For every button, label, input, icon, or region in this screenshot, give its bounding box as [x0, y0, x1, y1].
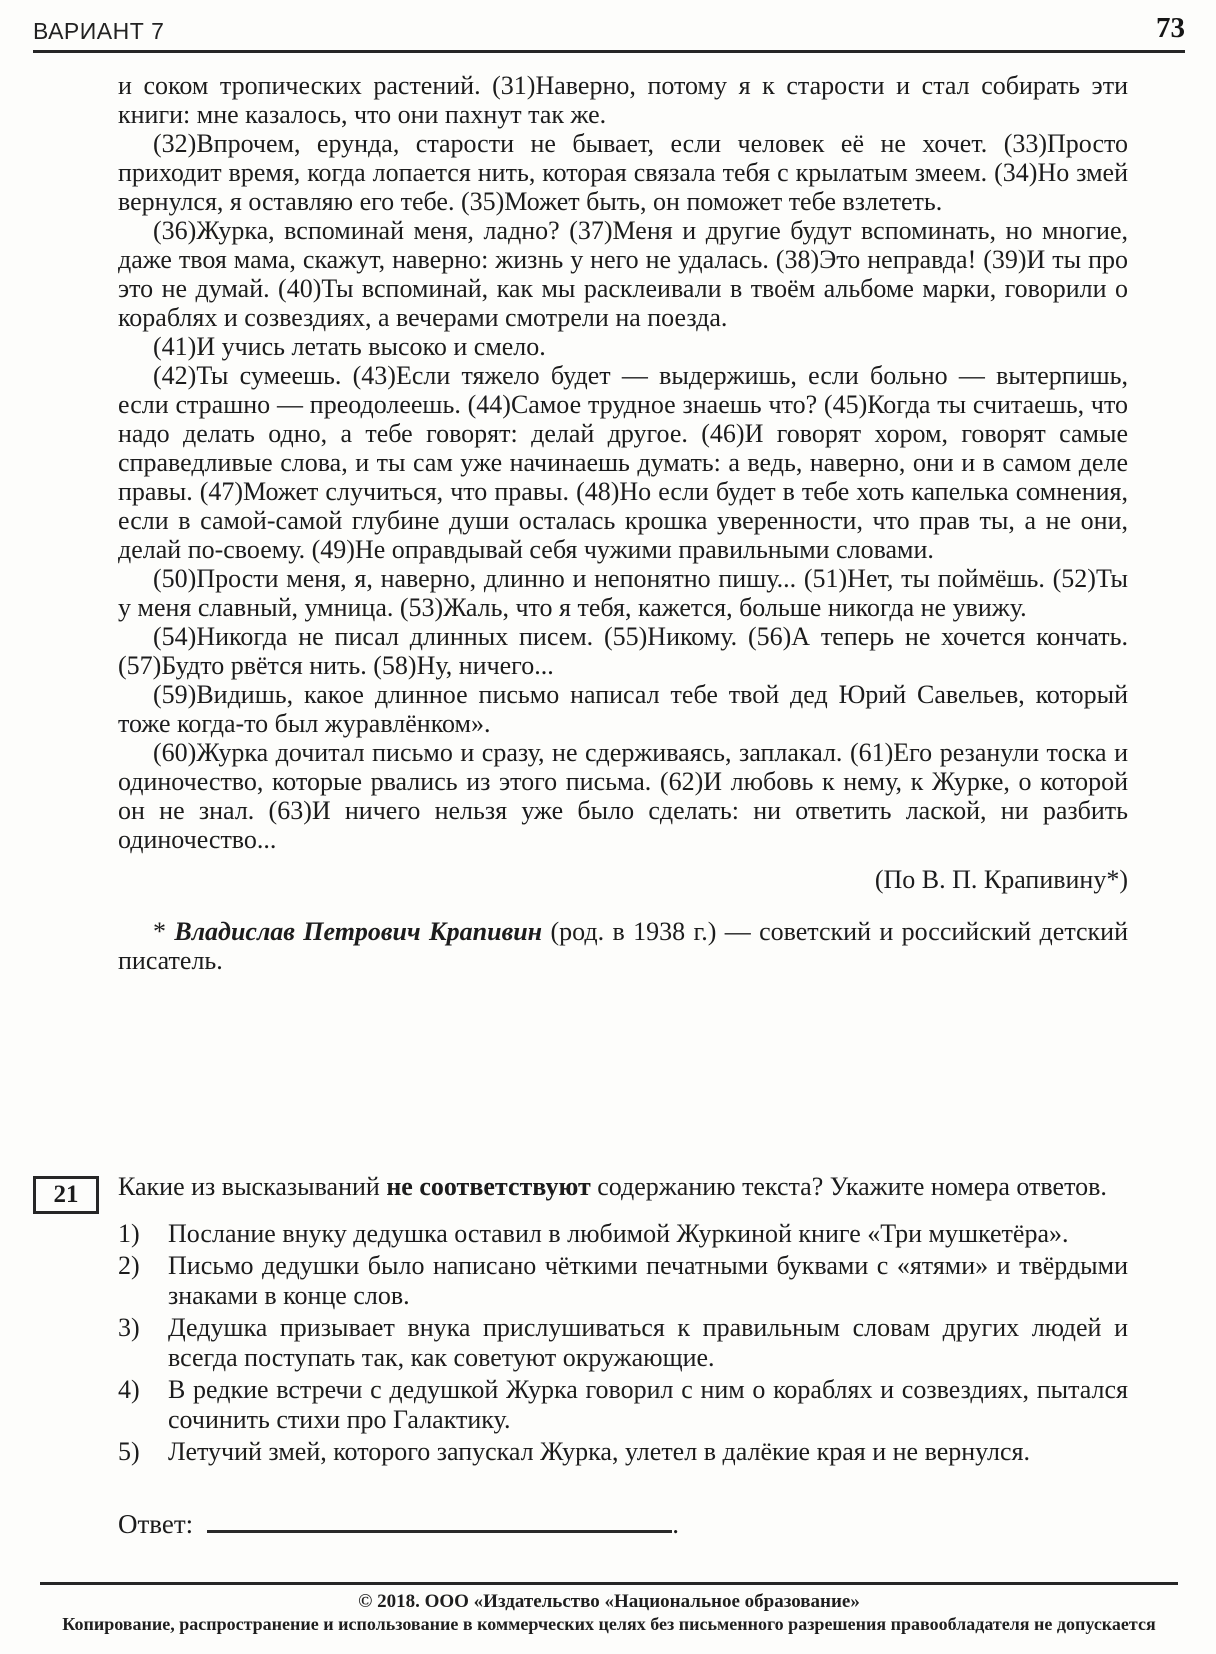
copyright-line: © 2018. ООО «Издательство «Национальное образование» — [358, 1591, 860, 1612]
question-prompt — [118, 1172, 1128, 1202]
passage-paragraph: (36)Журка, вспоминай меня, ладно? (37)Меня и другие будут вспоминать, но многие, даже твоя мама, скажут, наверно: жизнь у него не удалась. (38)Это неправда! (39)И ты про это не думай. (40)Ты вспоминай, как мы расклеивали в твоём альбоме марки, говорили о кораблях и созвездиях, а вечерами смотрели на поезда. — [118, 216, 1128, 332]
question-prompt-end: содержанию текста? Укажите номера ответов. — [590, 1172, 1107, 1201]
page-number: 73 — [1156, 12, 1185, 44]
question-prompt-emphasis: не соответствуют — [386, 1172, 591, 1201]
passage-paragraph: (60)Журка дочитал письмо и сразу, не сдерживаясь, заплакал. (61)Его резанули тоска и одиночество, которые рвались из этого письма. (62)И любовь к нему, к Журке, о которой он не знал. (63)И ничего нельзя уже было сделать: ни ответить лаской, ни разбить одиночество... — [118, 738, 1128, 854]
page-header — [33, 0, 1185, 53]
page-footer — [40, 1582, 1178, 1635]
option-number: 4) — [118, 1375, 140, 1404]
passage-paragraph: и соком тропических растений. (31)Наверно, потому я к старости и стал собирать эти книги: мне казалось, что они пахнут так же. — [118, 71, 1128, 129]
answer-label: Ответ: — [118, 1509, 194, 1539]
question-content — [118, 1172, 1128, 1539]
passage-paragraph: (59)Видишь, какое длинное письмо написал тебе твой дед Юрий Савельев, который тоже когда-то был журавлёнком». — [118, 680, 1128, 738]
option-text: В редкие встречи с дедушкой Журка говорил с ним о кораблях и созвездиях, пытался сочинить стихи про Галактику. — [168, 1375, 1128, 1434]
option-number: 2) — [118, 1251, 140, 1280]
answer-period: . — [672, 1509, 679, 1539]
passage-paragraph: (50)Прости меня, я, наверно, длинно и непонятно пишу... (51)Нет, ты поймёшь. (52)Ты у меня славный, умница. (53)Жаль, что я тебя, кажется, больше никогда не увижу. — [118, 564, 1128, 622]
passage-paragraph: (54)Никогда не писал длинных писем. (55)Никому. (56)А теперь не хочется кончать. (57)Будто рвётся нить. (58)Ну, ничего... — [118, 622, 1128, 680]
answer-options — [118, 1219, 1128, 1467]
footnote-author-name: Владислав Петрович Крапивин — [174, 917, 543, 946]
question-prompt-start: Какие из высказываний — [118, 1172, 387, 1201]
answer-option — [118, 1313, 1128, 1373]
question-number: 21 — [53, 1181, 79, 1208]
answer-blank[interactable] — [207, 1506, 672, 1533]
option-text: Письмо дедушки было написано чёткими печатными буквами с «ятями» и твёрдыми знаками в конце слов. — [168, 1251, 1128, 1310]
answer-option — [118, 1251, 1128, 1311]
reading-passage — [118, 71, 1128, 975]
question-number-box — [33, 1176, 99, 1214]
passage-paragraph: (42)Ты сумеешь. (43)Если тяжело будет — выдержишь, если больно — вытерпишь, если страшно — преодолеешь. (44)Самое трудное знаешь что? (45)Когда ты считаешь, что надо делать одно, а тебе говорят: делай другое. (46)И говорят хором, говорят самые справедливые слова, и ты сам уже начинаешь думать: а ведь, наверно, они и в самом деле правы. (47)Может случиться, что правы. (48)Но если будет в тебе хоть капелька сомнения, если в самой-самой глубине души осталась крошка уверенности, что прав ты, а не они, делай по-своему. (49)Не оправдывай себя чужими правильными словами. — [118, 361, 1128, 564]
usage-notice-line: Копирование, распространение и использование в коммерческих целях без письменного разрешения правообладателя не допускается — [62, 1614, 1156, 1634]
answer-option — [118, 1437, 1128, 1467]
option-text: Дедушка призывает внука прислушиваться к правильным словам других людей и всегда поступать так, как советуют окружающие. — [168, 1313, 1128, 1372]
answer-row — [118, 1506, 1128, 1539]
passage-paragraph: (41)И учись летать высоко и смело. — [153, 332, 546, 361]
option-number: 1) — [118, 1219, 140, 1248]
passage-attribution: (По В. П. Крапивину*) — [874, 865, 1128, 894]
variant-label: ВАРИАНТ 7 — [33, 18, 165, 44]
option-text: Летучий змей, которого запускал Журка, улетел в далёкие края и не вернулся. — [168, 1437, 1030, 1466]
option-number: 5) — [118, 1437, 140, 1466]
answer-option — [118, 1219, 1128, 1249]
option-text: Послание внуку дедушка оставил в любимой Журкиной книге «Три мушкетёра». — [168, 1219, 1069, 1248]
footnote-author-info: (род. в 1938 г.) — советский и российский детский писатель. — [118, 917, 1129, 975]
author-footnote — [118, 917, 1128, 975]
passage-paragraph: (32)Впрочем, ерунда, старости не бывает, если человек её не хочет. (33)Просто приходит время, когда лопается нить, которая связала тебя с крылатым змеем. (34)Но змей вернулся, я оставляю его тебе. (35)Может быть, он поможет тебе взлететь. — [118, 129, 1128, 216]
question-section — [33, 1172, 1183, 1539]
footnote-marker: * — [153, 917, 175, 946]
option-number: 3) — [118, 1313, 140, 1342]
answer-option — [118, 1375, 1128, 1435]
